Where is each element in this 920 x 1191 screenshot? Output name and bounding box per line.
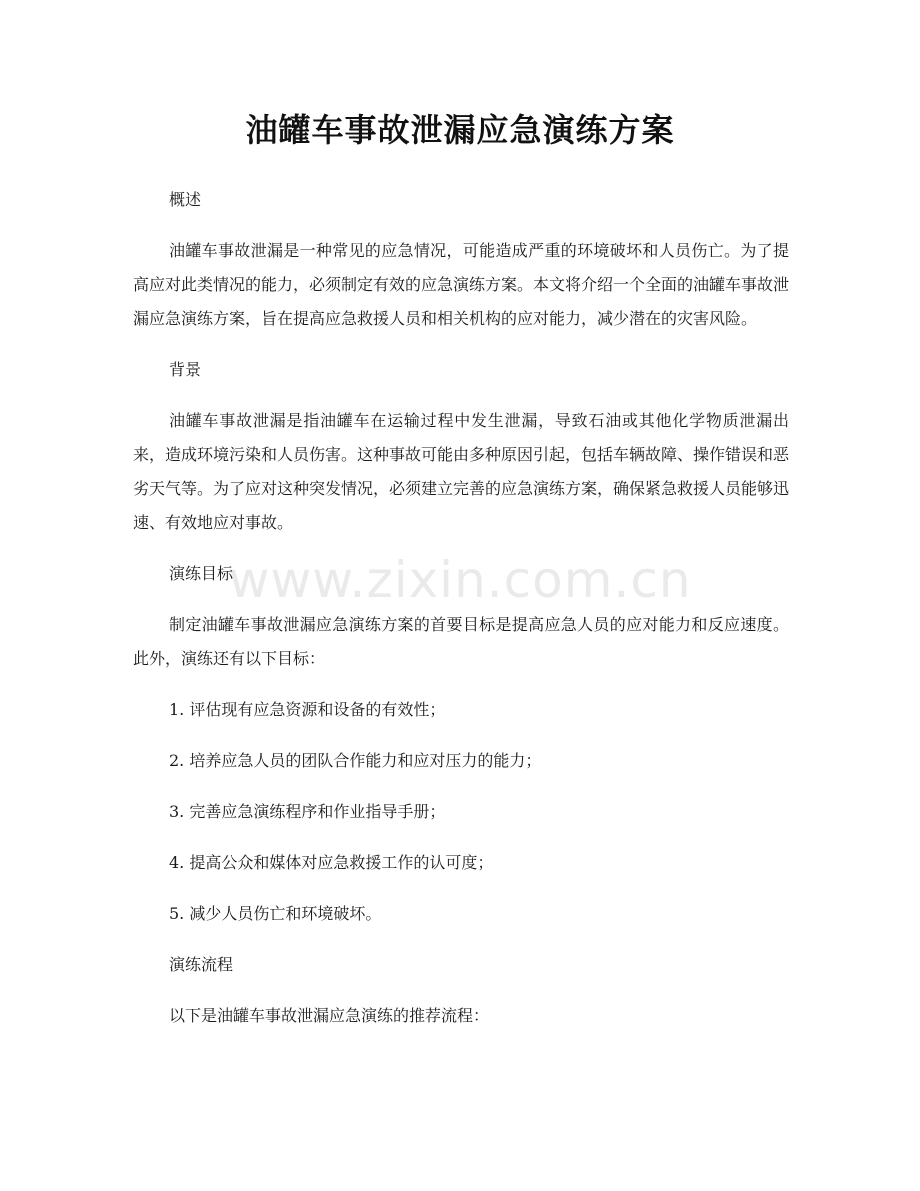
goal-list-item: 5. 减少人员伤亡和环境破坏。 [169,904,382,923]
goal-list-item: 1. 评估现有应急资源和设备的有效性； [169,700,446,719]
goal-list-item: 2. 培养应急人员的团队合作能力和应对压力的能力； [169,751,542,770]
watermark: www.zixin.com.cn [228,551,692,609]
section-heading-goals: 演练目标 [169,564,234,583]
goal-list-item: 3. 完善应急演练程序和作业指导手册； [169,802,446,821]
section-heading-process: 演练流程 [169,955,234,974]
goal-list-item: 4. 提高公众和媒体对应急救援工作的认可度； [169,853,494,872]
paragraph-goals: 制定油罐车事故泄漏应急演练方案的首要目标是提高应急人员的应对能力和反应速度。此外，演练还有以下目标： [133,615,789,668]
document-title: 油罐车事故泄漏应急演练方案 [245,111,675,149]
paragraph-overview: 油罐车事故泄漏是一种常见的应急情况，可能造成严重的环境破坏和人员伤亡。为了提高应对此类情况的能力，必须制定有效的应急演练方案。本文将介绍一个全面的油罐车事故泄漏应急演练方案，旨在提高应急救援人员和相关机构的应对能力，减少潜在的灾害风险。 [133,241,790,328]
paragraph-background: 油罐车事故泄漏是指油罐车在运输过程中发生泄漏，导致石油或其他化学物质泄漏出来，造成环境污染和人员伤害。这种事故可能由多种原因引起，包括车辆故障、操作错误和恶劣天气等。为了应对这种突发情况，必须建立完善的应急演练方案，确保紧急救援人员能够迅速、有效地应对事故。 [133,411,790,532]
paragraph-process: 以下是油罐车事故泄漏应急演练的推荐流程： [169,1006,490,1025]
document-body [133,183,789,1050]
section-heading-overview: 概述 [169,190,202,209]
section-heading-background: 背景 [169,360,202,379]
